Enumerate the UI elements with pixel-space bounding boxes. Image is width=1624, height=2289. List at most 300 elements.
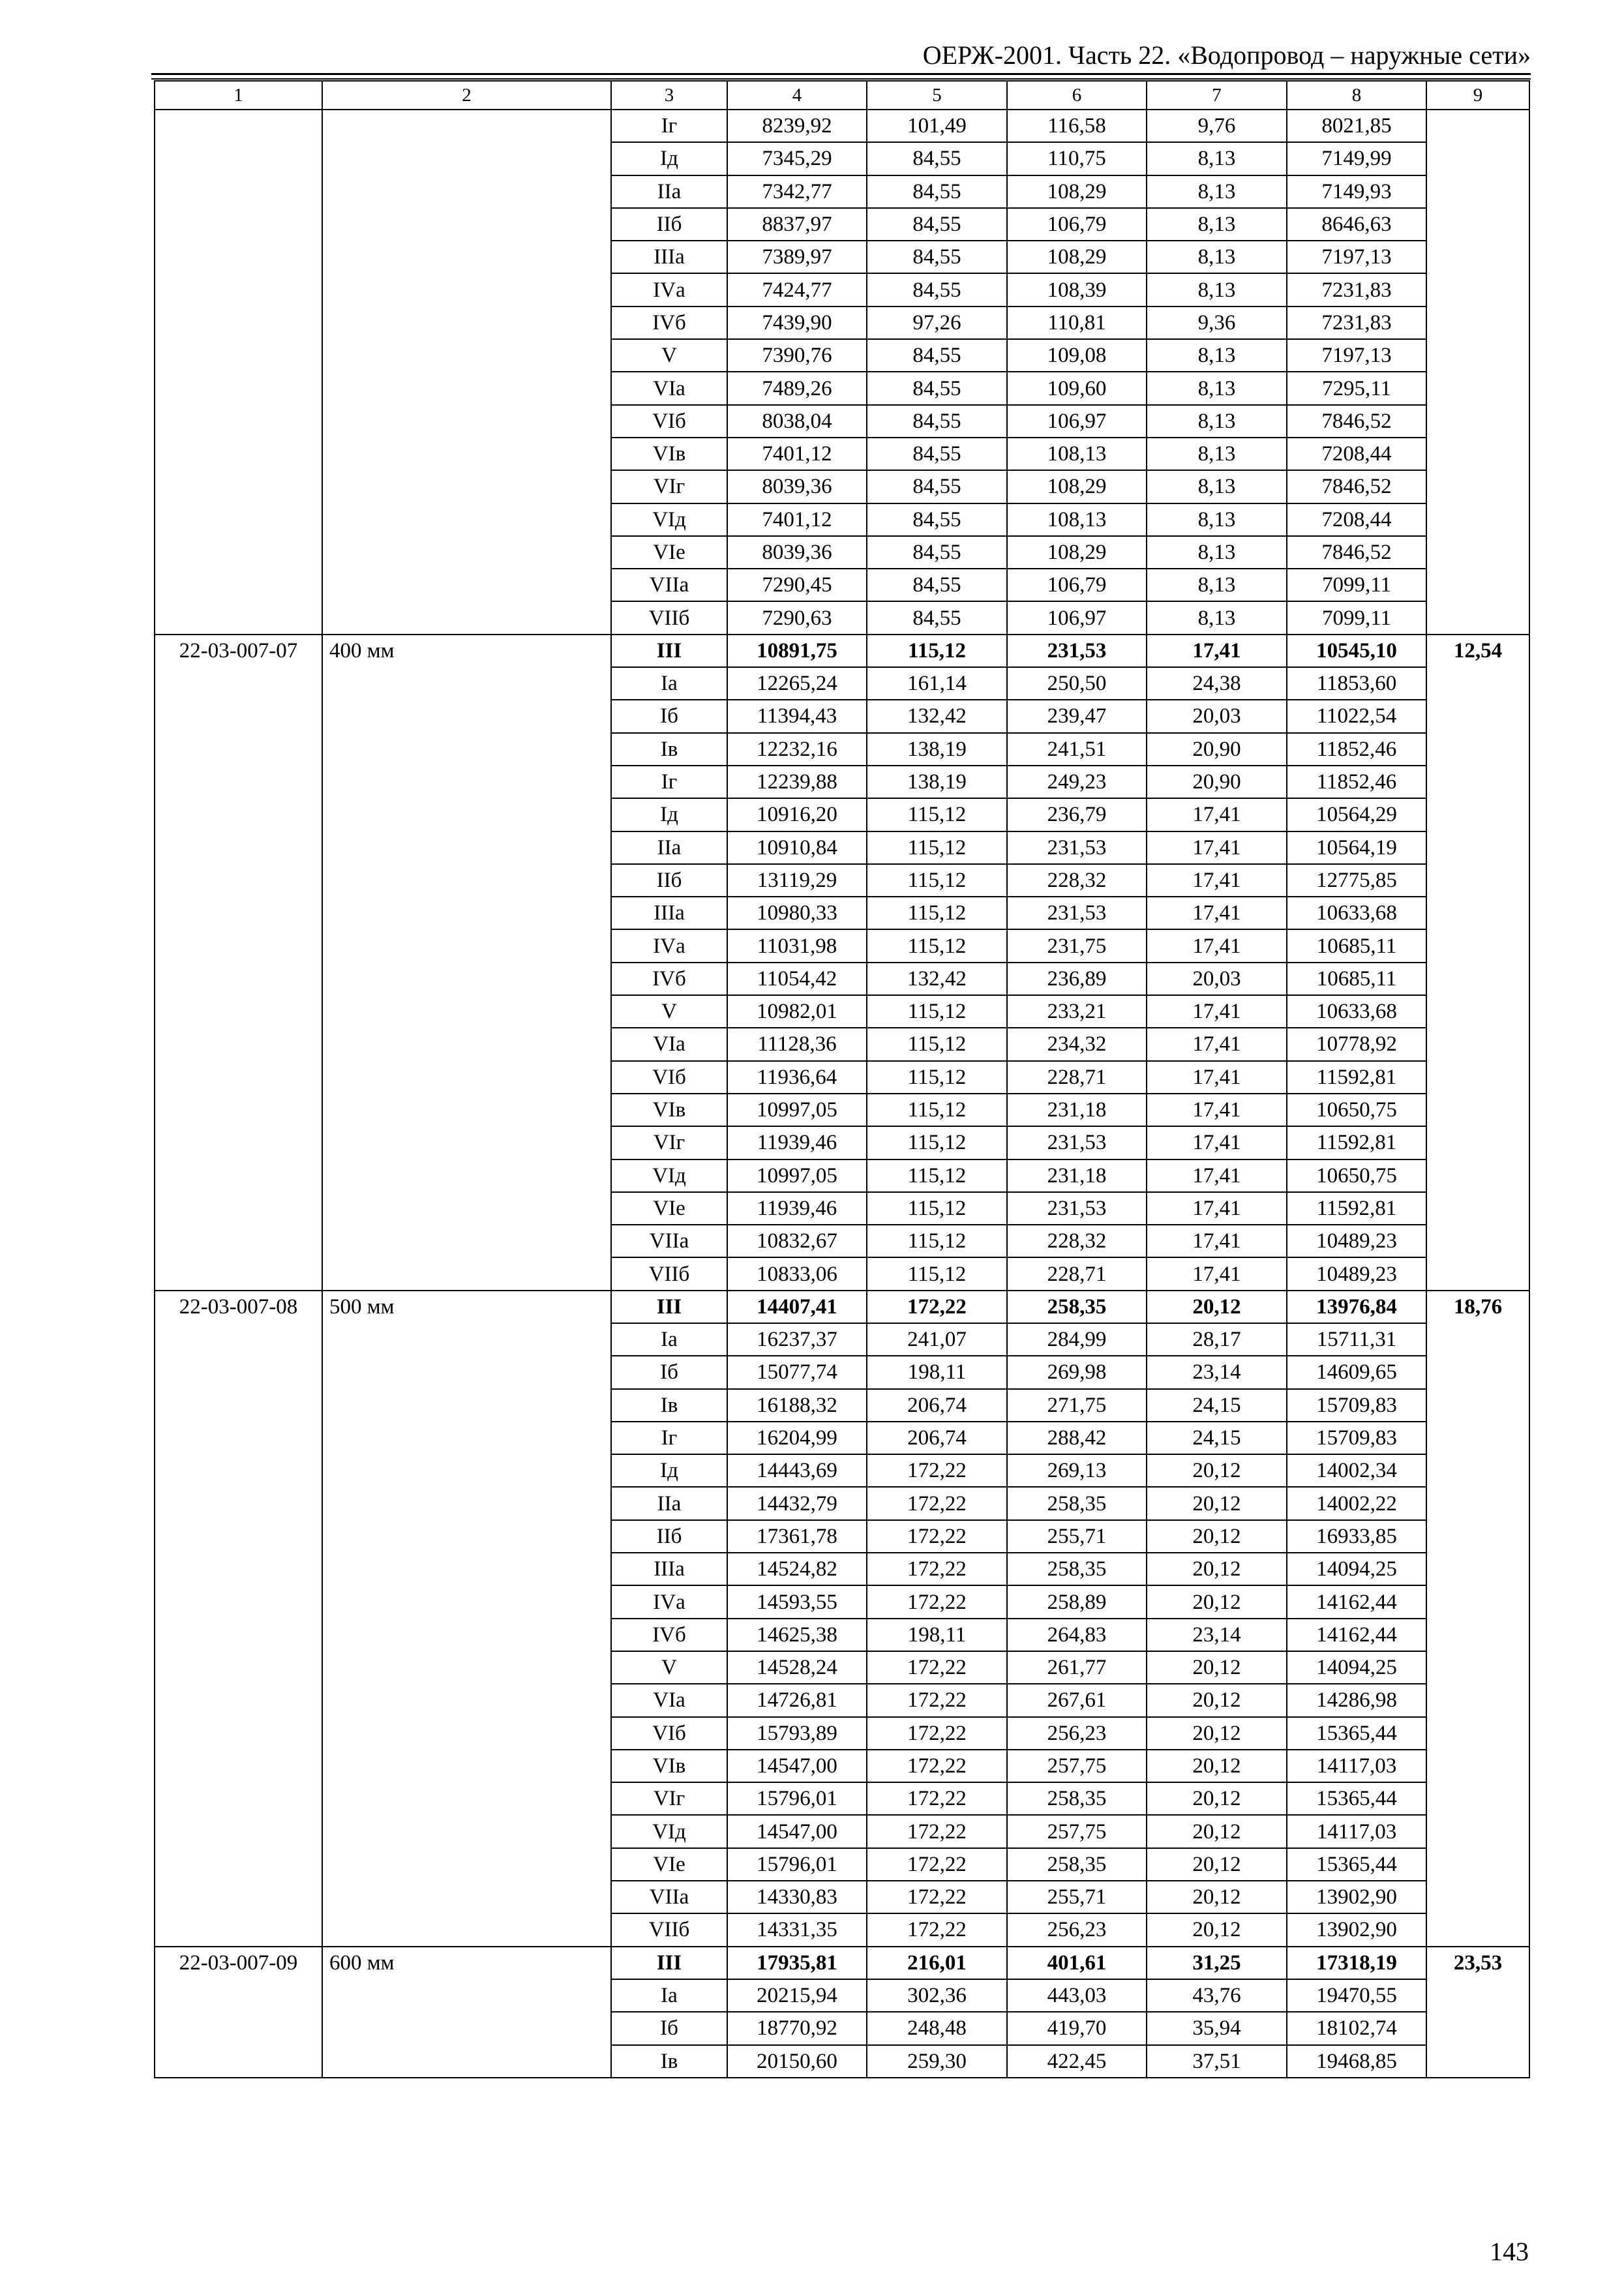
value-cell-col4: 7345,29 [727, 142, 867, 175]
region-cell: VIIа [611, 569, 727, 601]
value-cell-col5: 172,22 [867, 1881, 1007, 1913]
value-cell-col4: 11031,98 [727, 929, 867, 962]
value-cell-col4: 10997,05 [727, 1159, 867, 1192]
value-cell-col8: 7197,13 [1287, 339, 1426, 372]
value-cell-col4: 11936,64 [727, 1061, 867, 1094]
value-cell-col6: 109,08 [1007, 339, 1147, 372]
value-cell-col4: 7489,26 [727, 372, 867, 404]
value-cell-col7: 20,12 [1147, 1750, 1287, 1782]
value-cell-col7: 17,41 [1147, 1094, 1287, 1126]
value-cell-col5: 198,11 [867, 1619, 1007, 1651]
table-row-main [155, 1947, 1529, 1979]
value-cell-col4: 7401,12 [727, 503, 867, 536]
page-header: ОЕРЖ-2001. Часть 22. «Водопровод – наружные сети» [922, 40, 1531, 70]
value-cell-col8: 13902,90 [1287, 1913, 1426, 1946]
value-cell-col5: 172,22 [867, 1684, 1007, 1716]
value-cell-col7: 20,12 [1147, 1848, 1287, 1881]
region-cell: VIIб [611, 601, 727, 634]
value-cell-col8: 14117,03 [1287, 1750, 1426, 1782]
diameter-cell: 400 мм [322, 635, 611, 1291]
value-cell-col4: 7389,97 [727, 241, 867, 273]
column-number-3: 3 [611, 81, 727, 110]
value-cell-col4: 8837,97 [727, 208, 867, 241]
value-cell-col6: 108,29 [1007, 175, 1147, 208]
value-cell-col8: 11592,81 [1287, 1061, 1426, 1094]
value-cell-col8: 14002,34 [1287, 1454, 1426, 1487]
value-cell-col6: 231,53 [1007, 897, 1147, 929]
region-cell: IVб [611, 1619, 727, 1651]
value-cell-col6: 419,70 [1007, 2012, 1147, 2044]
value-cell-col6: 256,23 [1007, 1717, 1147, 1750]
value-cell-col6: 231,53 [1007, 831, 1147, 864]
value-cell-col7: 20,12 [1147, 1291, 1287, 1323]
value-cell-col7: 20,12 [1147, 1520, 1287, 1553]
region-cell: VIв [611, 438, 727, 470]
value-cell-col5: 115,12 [867, 929, 1007, 962]
value-cell-col8: 10489,23 [1287, 1225, 1426, 1257]
region-cell: IVа [611, 1585, 727, 1618]
value-cell-col5: 115,12 [867, 1192, 1007, 1225]
value-cell-col4: 14528,24 [727, 1651, 867, 1684]
value-cell-col5: 115,12 [867, 864, 1007, 897]
region-cell: III [611, 1291, 727, 1323]
value-cell-col4: 10982,01 [727, 995, 867, 1028]
value-cell-col5: 84,55 [867, 438, 1007, 470]
value-cell-col8: 19470,55 [1287, 1979, 1426, 2012]
value-cell-col8: 7099,11 [1287, 601, 1426, 634]
value-cell-col6: 241,51 [1007, 733, 1147, 766]
value-cell-col4: 17361,78 [727, 1520, 867, 1553]
value-cell-col7: 23,14 [1147, 1356, 1287, 1388]
value-cell-col5: 172,22 [867, 1913, 1007, 1946]
value-cell-col4: 10910,84 [727, 831, 867, 864]
value-cell-col5: 97,26 [867, 307, 1007, 339]
region-cell: Iг [611, 766, 727, 798]
region-cell: Iа [611, 667, 727, 700]
value-cell-col4: 7290,63 [727, 601, 867, 634]
region-cell: VIIб [611, 1913, 727, 1946]
value-cell-col7: 17,41 [1147, 897, 1287, 929]
region-cell: IIа [611, 175, 727, 208]
value-cell-col4: 12239,88 [727, 766, 867, 798]
value-cell-col4: 15796,01 [727, 1782, 867, 1815]
value-cell-col8: 10778,92 [1287, 1028, 1426, 1060]
value-cell-col6: 231,18 [1007, 1159, 1147, 1192]
value-cell-col6: 258,35 [1007, 1291, 1147, 1323]
region-cell: IIб [611, 864, 727, 897]
value-cell-col5: 115,12 [867, 995, 1007, 1028]
value-cell-col6: 233,21 [1007, 995, 1147, 1028]
value-cell-col4: 14407,41 [727, 1291, 867, 1323]
value-cell-col6: 288,42 [1007, 1422, 1147, 1454]
value-cell-col7: 24,15 [1147, 1389, 1287, 1422]
value-cell-col8: 16933,85 [1287, 1520, 1426, 1553]
value-cell-col6: 258,89 [1007, 1585, 1147, 1618]
value-cell-col5: 172,22 [867, 1487, 1007, 1519]
value-cell-col4: 20150,60 [727, 2045, 867, 2078]
value-cell-col5: 302,36 [867, 1979, 1007, 2012]
value-cell-col7: 8,13 [1147, 405, 1287, 438]
region-cell: VIв [611, 1750, 727, 1782]
value-cell-col4: 16204,99 [727, 1422, 867, 1454]
value-cell-col5: 115,12 [867, 798, 1007, 831]
region-cell: IIIа [611, 241, 727, 273]
region-cell: VIа [611, 1028, 727, 1060]
value-cell-col7: 20,12 [1147, 1881, 1287, 1913]
value-cell-col4: 15796,01 [727, 1848, 867, 1881]
value-cell-col7: 20,12 [1147, 1815, 1287, 1848]
value-cell-col6: 257,75 [1007, 1750, 1147, 1782]
value-cell-col8: 14609,65 [1287, 1356, 1426, 1388]
value-cell-col7: 8,13 [1147, 569, 1287, 601]
value-cell-col5: 84,55 [867, 569, 1007, 601]
price-table-body [155, 81, 1529, 2078]
value-cell-col6: 236,79 [1007, 798, 1147, 831]
region-cell: IIа [611, 1487, 727, 1519]
value-cell-col4: 14625,38 [727, 1619, 867, 1651]
value-cell-col4: 11128,36 [727, 1028, 867, 1060]
value-cell-col6: 261,77 [1007, 1651, 1147, 1684]
value-cell-col4: 11939,46 [727, 1126, 867, 1159]
value-cell-col7: 17,41 [1147, 1159, 1287, 1192]
value-cell-col7: 20,12 [1147, 1717, 1287, 1750]
value-cell-col4: 16188,32 [727, 1389, 867, 1422]
value-cell-col6: 264,83 [1007, 1619, 1147, 1651]
value-cell-col7: 17,41 [1147, 864, 1287, 897]
region-cell: IIб [611, 208, 727, 241]
value-cell-col8: 13976,84 [1287, 1291, 1426, 1323]
value-cell-col8: 7295,11 [1287, 372, 1426, 404]
value-cell-col6: 231,53 [1007, 635, 1147, 667]
value-cell-col8: 10650,75 [1287, 1159, 1426, 1192]
region-cell: Iд [611, 1454, 727, 1487]
value-cell-col4: 14432,79 [727, 1487, 867, 1519]
value-cell-col7: 37,51 [1147, 2045, 1287, 2078]
value-cell-col6: 269,98 [1007, 1356, 1147, 1388]
table-row-main [155, 635, 1529, 667]
value-cell-col8: 7231,83 [1287, 307, 1426, 339]
value-cell-col7: 20,90 [1147, 733, 1287, 766]
value-cell-col4: 7424,77 [727, 273, 867, 306]
value-cell-col8: 7846,52 [1287, 536, 1426, 569]
value-cell-col5: 84,55 [867, 175, 1007, 208]
value-cell-col5: 84,55 [867, 503, 1007, 536]
column-number-4: 4 [727, 81, 867, 110]
value-cell-col6: 228,32 [1007, 864, 1147, 897]
region-cell: IIб [611, 1520, 727, 1553]
value-cell-col7: 8,13 [1147, 503, 1287, 536]
value-cell-col7: 20,12 [1147, 1553, 1287, 1585]
region-cell: VIIа [611, 1225, 727, 1257]
value-cell-col6: 255,71 [1007, 1520, 1147, 1553]
value-cell-col7: 20,03 [1147, 700, 1287, 732]
value-cell-col5: 84,55 [867, 273, 1007, 306]
value-cell-col8: 13902,90 [1287, 1881, 1426, 1913]
value-cell-col7: 8,13 [1147, 175, 1287, 208]
column-number-2: 2 [322, 81, 611, 110]
value-cell-col5: 241,07 [867, 1323, 1007, 1356]
value-cell-col7: 8,13 [1147, 470, 1287, 503]
value-cell-col4: 7439,90 [727, 307, 867, 339]
region-cell: IVа [611, 929, 727, 962]
price-table [154, 80, 1530, 2078]
value-cell-col7: 17,41 [1147, 831, 1287, 864]
region-cell: Iв [611, 733, 727, 766]
value-cell-col7: 17,41 [1147, 1192, 1287, 1225]
value-cell-col5: 115,12 [867, 1257, 1007, 1290]
value-cell-col5: 84,55 [867, 339, 1007, 372]
value-cell-col7: 17,41 [1147, 929, 1287, 962]
value-cell-col4: 10916,20 [727, 798, 867, 831]
value-cell-col8: 11853,60 [1287, 667, 1426, 700]
value-cell-col5: 216,01 [867, 1947, 1007, 1979]
region-cell: IVб [611, 963, 727, 995]
total-cell [1426, 110, 1529, 635]
value-cell-col4: 14524,82 [727, 1553, 867, 1585]
value-cell-col8: 10633,68 [1287, 995, 1426, 1028]
value-cell-col8: 7231,83 [1287, 273, 1426, 306]
value-cell-col6: 239,47 [1007, 700, 1147, 732]
region-cell: VIб [611, 1717, 727, 1750]
value-cell-col5: 259,30 [867, 2045, 1007, 2078]
value-cell-col4: 18770,92 [727, 2012, 867, 2044]
value-cell-col5: 115,12 [867, 1061, 1007, 1094]
value-cell-col7: 23,14 [1147, 1619, 1287, 1651]
value-cell-col4: 10997,05 [727, 1094, 867, 1126]
value-cell-col7: 17,41 [1147, 1257, 1287, 1290]
value-cell-col8: 14162,44 [1287, 1619, 1426, 1651]
value-cell-col6: 106,79 [1007, 569, 1147, 601]
region-cell: VIIа [611, 1881, 727, 1913]
value-cell-col7: 20,90 [1147, 766, 1287, 798]
value-cell-col8: 11022,54 [1287, 700, 1426, 732]
code-cell: 22-03-007-08 [155, 1291, 322, 1947]
value-cell-col8: 11852,46 [1287, 766, 1426, 798]
value-cell-col6: 258,35 [1007, 1848, 1147, 1881]
value-cell-col7: 20,12 [1147, 1454, 1287, 1487]
region-cell: VIе [611, 536, 727, 569]
value-cell-col7: 8,13 [1147, 208, 1287, 241]
value-cell-col7: 20,03 [1147, 963, 1287, 995]
value-cell-col6: 108,13 [1007, 438, 1147, 470]
value-cell-col6: 116,58 [1007, 110, 1147, 142]
value-cell-col5: 172,22 [867, 1585, 1007, 1618]
value-cell-col7: 8,13 [1147, 142, 1287, 175]
column-number-7: 7 [1147, 81, 1287, 110]
value-cell-col5: 172,22 [867, 1291, 1007, 1323]
value-cell-col7: 8,13 [1147, 372, 1287, 404]
region-cell: Iв [611, 1389, 727, 1422]
value-cell-col6: 110,75 [1007, 142, 1147, 175]
value-cell-col8: 15365,44 [1287, 1848, 1426, 1881]
value-cell-col7: 17,41 [1147, 995, 1287, 1028]
value-cell-col8: 14094,25 [1287, 1553, 1426, 1585]
region-cell: IIа [611, 831, 727, 864]
header-rule [151, 73, 1531, 75]
value-cell-col5: 84,55 [867, 536, 1007, 569]
value-cell-col5: 115,12 [867, 897, 1007, 929]
value-cell-col7: 9,76 [1147, 110, 1287, 142]
value-cell-col7: 31,25 [1147, 1947, 1287, 1979]
column-number-5: 5 [867, 81, 1007, 110]
value-cell-col4: 14593,55 [727, 1585, 867, 1618]
value-cell-col4: 10833,06 [727, 1257, 867, 1290]
value-cell-col5: 84,55 [867, 405, 1007, 438]
value-cell-col6: 228,71 [1007, 1257, 1147, 1290]
value-cell-col5: 198,11 [867, 1356, 1007, 1388]
value-cell-col6: 269,13 [1007, 1454, 1147, 1487]
value-cell-col5: 172,22 [867, 1750, 1007, 1782]
value-cell-col5: 84,55 [867, 142, 1007, 175]
value-cell-col8: 19468,85 [1287, 2045, 1426, 2078]
value-cell-col7: 17,41 [1147, 1126, 1287, 1159]
value-cell-col4: 11939,46 [727, 1192, 867, 1225]
value-cell-col7: 8,13 [1147, 438, 1287, 470]
region-cell: VIв [611, 1094, 727, 1126]
value-cell-col7: 35,94 [1147, 2012, 1287, 2044]
diameter-cell: 500 мм [322, 1291, 611, 1947]
value-cell-col6: 109,60 [1007, 372, 1147, 404]
header-rule-thin [151, 78, 1531, 80]
value-cell-col6: 271,75 [1007, 1389, 1147, 1422]
value-cell-col5: 84,55 [867, 470, 1007, 503]
value-cell-col8: 10650,75 [1287, 1094, 1426, 1126]
region-cell: Iв [611, 2045, 727, 2078]
region-cell: VIг [611, 1782, 727, 1815]
region-cell: VIе [611, 1192, 727, 1225]
region-cell: Iд [611, 798, 727, 831]
value-cell-col5: 84,55 [867, 241, 1007, 273]
value-cell-col4: 14547,00 [727, 1815, 867, 1848]
value-cell-col4: 15793,89 [727, 1717, 867, 1750]
value-cell-col7: 28,17 [1147, 1323, 1287, 1356]
value-cell-col4: 11394,43 [727, 700, 867, 732]
value-cell-col8: 7099,11 [1287, 569, 1426, 601]
value-cell-col5: 172,22 [867, 1815, 1007, 1848]
value-cell-col7: 20,12 [1147, 1684, 1287, 1716]
code-cell [155, 110, 322, 635]
region-cell: VIг [611, 470, 727, 503]
page-number: 143 [1490, 2237, 1529, 2266]
value-cell-col6: 108,13 [1007, 503, 1147, 536]
value-cell-col6: 231,53 [1007, 1126, 1147, 1159]
value-cell-col8: 15365,44 [1287, 1782, 1426, 1815]
value-cell-col8: 10489,23 [1287, 1257, 1426, 1290]
value-cell-col6: 231,53 [1007, 1192, 1147, 1225]
value-cell-col8: 14002,22 [1287, 1487, 1426, 1519]
value-cell-col7: 8,13 [1147, 601, 1287, 634]
value-cell-col6: 236,89 [1007, 963, 1147, 995]
value-cell-col5: 115,12 [867, 831, 1007, 864]
value-cell-col8: 8646,63 [1287, 208, 1426, 241]
value-cell-col7: 20,12 [1147, 1913, 1287, 1946]
value-cell-col6: 249,23 [1007, 766, 1147, 798]
value-cell-col6: 108,39 [1007, 273, 1147, 306]
value-cell-col5: 172,22 [867, 1782, 1007, 1815]
code-cell: 22-03-007-07 [155, 635, 322, 1291]
value-cell-col7: 8,13 [1147, 241, 1287, 273]
value-cell-col6: 108,29 [1007, 536, 1147, 569]
value-cell-col8: 7149,93 [1287, 175, 1426, 208]
region-cell: III [611, 635, 727, 667]
value-cell-col5: 84,55 [867, 601, 1007, 634]
value-cell-col8: 18102,74 [1287, 2012, 1426, 2044]
value-cell-col4: 10891,75 [727, 635, 867, 667]
value-cell-col5: 101,49 [867, 110, 1007, 142]
value-cell-col4: 8239,92 [727, 110, 867, 142]
diameter-cell: 600 мм [322, 1947, 611, 2078]
region-cell: V [611, 995, 727, 1028]
value-cell-col6: 258,35 [1007, 1553, 1147, 1585]
region-cell: VIIб [611, 1257, 727, 1290]
value-cell-col5: 161,14 [867, 667, 1007, 700]
value-cell-col4: 7401,12 [727, 438, 867, 470]
value-cell-col7: 17,41 [1147, 798, 1287, 831]
value-cell-col6: 231,75 [1007, 929, 1147, 962]
value-cell-col5: 115,12 [867, 635, 1007, 667]
region-cell: Iа [611, 1323, 727, 1356]
value-cell-col8: 8021,85 [1287, 110, 1426, 142]
value-cell-col5: 138,19 [867, 733, 1007, 766]
value-cell-col8: 11592,81 [1287, 1192, 1426, 1225]
region-cell: Iг [611, 110, 727, 142]
value-cell-col7: 24,38 [1147, 667, 1287, 700]
value-cell-col4: 13119,29 [727, 864, 867, 897]
region-cell: VIб [611, 1061, 727, 1094]
table-row-main [155, 1291, 1529, 1323]
value-cell-col7: 8,13 [1147, 536, 1287, 569]
value-cell-col6: 106,97 [1007, 601, 1147, 634]
value-cell-col5: 132,42 [867, 700, 1007, 732]
value-cell-col7: 17,41 [1147, 1028, 1287, 1060]
value-cell-col8: 15711,31 [1287, 1323, 1426, 1356]
value-cell-col6: 228,32 [1007, 1225, 1147, 1257]
value-cell-col8: 10685,11 [1287, 963, 1426, 995]
region-cell: Iг [611, 1422, 727, 1454]
region-cell: VIг [611, 1126, 727, 1159]
region-cell: Iб [611, 700, 727, 732]
value-cell-col5: 172,22 [867, 1520, 1007, 1553]
region-cell: VIд [611, 1159, 727, 1192]
value-cell-col6: 257,75 [1007, 1815, 1147, 1848]
region-cell: V [611, 1651, 727, 1684]
region-cell: V [611, 339, 727, 372]
value-cell-col4: 14443,69 [727, 1454, 867, 1487]
value-cell-col8: 7208,44 [1287, 503, 1426, 536]
value-cell-col5: 115,12 [867, 1028, 1007, 1060]
value-cell-col7: 8,13 [1147, 339, 1287, 372]
value-cell-col6: 234,32 [1007, 1028, 1147, 1060]
value-cell-col8: 14094,25 [1287, 1651, 1426, 1684]
value-cell-col4: 8039,36 [727, 470, 867, 503]
value-cell-col7: 20,12 [1147, 1487, 1287, 1519]
value-cell-col4: 14547,00 [727, 1750, 867, 1782]
value-cell-col6: 108,29 [1007, 470, 1147, 503]
value-cell-col8: 7208,44 [1287, 438, 1426, 470]
value-cell-col4: 14330,83 [727, 1881, 867, 1913]
value-cell-col6: 228,71 [1007, 1061, 1147, 1094]
value-cell-col6: 106,79 [1007, 208, 1147, 241]
value-cell-col8: 10564,29 [1287, 798, 1426, 831]
value-cell-col4: 10980,33 [727, 897, 867, 929]
value-cell-col8: 12775,85 [1287, 864, 1426, 897]
value-cell-col8: 10545,10 [1287, 635, 1426, 667]
value-cell-col4: 8039,36 [727, 536, 867, 569]
value-cell-col8: 11852,46 [1287, 733, 1426, 766]
value-cell-col4: 12232,16 [727, 733, 867, 766]
value-cell-col6: 401,61 [1007, 1947, 1147, 1979]
region-cell: IIIа [611, 1553, 727, 1585]
